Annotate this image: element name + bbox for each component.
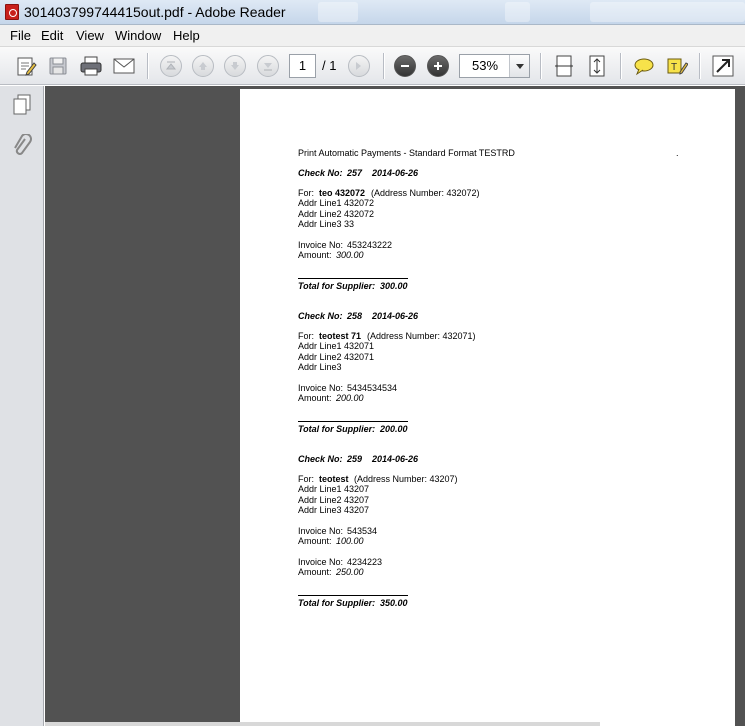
total-rule (298, 421, 408, 422)
address-line: Addr Line3 (298, 362, 342, 372)
address-line: Addr Line2 43207 (298, 495, 370, 505)
payee-name: teo 432072 (319, 188, 366, 198)
zoom-in-icon[interactable] (424, 52, 452, 80)
print-icon[interactable] (77, 52, 105, 80)
total-value: 200.00 (380, 424, 408, 434)
fit-page-icon[interactable] (583, 52, 611, 80)
invoice-number: 4234223 (347, 557, 383, 567)
check-date: 2014-06-26 (372, 168, 419, 178)
address-line: Addr Line3 33 (298, 219, 355, 229)
comment-icon[interactable] (630, 52, 658, 80)
toolbar-separator (383, 53, 384, 79)
expand-icon[interactable] (709, 52, 737, 80)
address-number: (Address Number: 432072) (371, 188, 480, 198)
invoice-number: 453243222 (347, 240, 393, 250)
pdf-page (240, 89, 735, 726)
prev-page-icon[interactable] (189, 52, 217, 80)
next-view-icon[interactable] (345, 52, 373, 80)
for-label: For: (298, 331, 315, 341)
menu-edit[interactable]: Edit (41, 28, 64, 43)
invoice-number: 5434534534 (347, 383, 398, 393)
check-label: Check No: (298, 454, 343, 464)
zoom-value: 53% (471, 58, 499, 73)
blurred-background (505, 2, 530, 22)
total-label: Total for Supplier: (298, 424, 376, 434)
amount-label: Amount: (298, 536, 332, 546)
svg-text:T: T (671, 62, 678, 73)
address-line: Addr Line3 43207 (298, 505, 370, 515)
menu-view[interactable]: View (76, 28, 104, 43)
for-label: For: (298, 188, 315, 198)
amount-value: 200.00 (336, 393, 364, 403)
highlight-icon[interactable] (663, 52, 691, 80)
navigation-pane (0, 86, 44, 726)
blurred-background (590, 2, 745, 22)
toolbar-separator (620, 53, 621, 79)
window-title: 301403799744415out.pdf - Adobe Reader (24, 4, 286, 20)
check-date: 2014-06-26 (372, 454, 419, 464)
first-page-icon[interactable] (157, 52, 185, 80)
address-line: Addr Line2 432072 (298, 209, 375, 219)
amount-label: Amount: (298, 393, 332, 403)
address-number: (Address Number: 43207) (354, 474, 458, 484)
menu-bar (0, 25, 745, 47)
total-label: Total for Supplier: (298, 598, 376, 608)
next-page-icon[interactable] (221, 52, 249, 80)
fit-width-icon[interactable] (550, 52, 578, 80)
page-total: / 1 (322, 58, 337, 73)
invoice-label: Invoice No: (298, 557, 344, 567)
save-icon[interactable] (44, 52, 72, 80)
check-label: Check No: (298, 168, 343, 178)
chevron-down-icon[interactable] (509, 55, 529, 77)
amount-value: 100.00 (336, 536, 364, 546)
total-value: 350.00 (380, 598, 408, 608)
horizontal-scrollbar[interactable] (45, 722, 600, 726)
menu-window[interactable]: Window (115, 28, 162, 43)
amount-value: 250.00 (336, 567, 364, 577)
menu-help[interactable]: Help (173, 28, 200, 43)
page-heading: Print Automatic Payments - Standard Format TESTRD (298, 148, 515, 158)
toolbar-separator (540, 53, 541, 79)
check-label: Check No: (298, 311, 343, 321)
check-date: 2014-06-26 (372, 311, 419, 321)
address-line: Addr Line1 432072 (298, 198, 375, 208)
total-label: Total for Supplier: (298, 281, 376, 291)
invoice-label: Invoice No: (298, 240, 344, 250)
check-number: 259 (347, 454, 363, 464)
address-line: Addr Line2 432071 (298, 352, 375, 362)
email-icon[interactable] (110, 52, 138, 80)
amount-value: 300.00 (336, 250, 364, 260)
payee-name: teotest (319, 474, 349, 484)
invoice-label: Invoice No: (298, 526, 344, 536)
page-number-input[interactable]: 1 (289, 54, 316, 78)
attachment-icon[interactable] (8, 132, 36, 162)
invoice-number: 543534 (347, 526, 378, 536)
menu-file[interactable]: File (10, 28, 31, 43)
pages-icon[interactable] (8, 90, 36, 120)
check-number: 258 (347, 311, 363, 321)
toolbar (0, 47, 745, 85)
amount-label: Amount: (298, 567, 332, 577)
zoom-out-icon[interactable] (391, 52, 419, 80)
for-label: For: (298, 474, 315, 484)
edit-icon[interactable] (12, 52, 40, 80)
total-rule (298, 278, 408, 279)
amount-label: Amount: (298, 250, 332, 260)
blurred-background (318, 2, 358, 22)
address-line: Addr Line1 432071 (298, 341, 375, 351)
last-page-icon[interactable] (254, 52, 282, 80)
pdf-file-icon (5, 4, 19, 20)
toolbar-separator (699, 53, 700, 79)
title-bar (0, 0, 745, 25)
check-number: 257 (347, 168, 363, 178)
toolbar-separator (147, 53, 148, 79)
heading-dot: . (676, 148, 679, 158)
total-rule (298, 595, 408, 596)
address-line: Addr Line1 43207 (298, 484, 370, 494)
zoom-select[interactable] (459, 54, 530, 78)
payee-name: teotest 71 (319, 331, 362, 341)
document-area[interactable] (45, 86, 745, 726)
invoice-label: Invoice No: (298, 383, 344, 393)
total-value: 300.00 (380, 281, 408, 291)
address-number: (Address Number: 432071) (367, 331, 476, 341)
